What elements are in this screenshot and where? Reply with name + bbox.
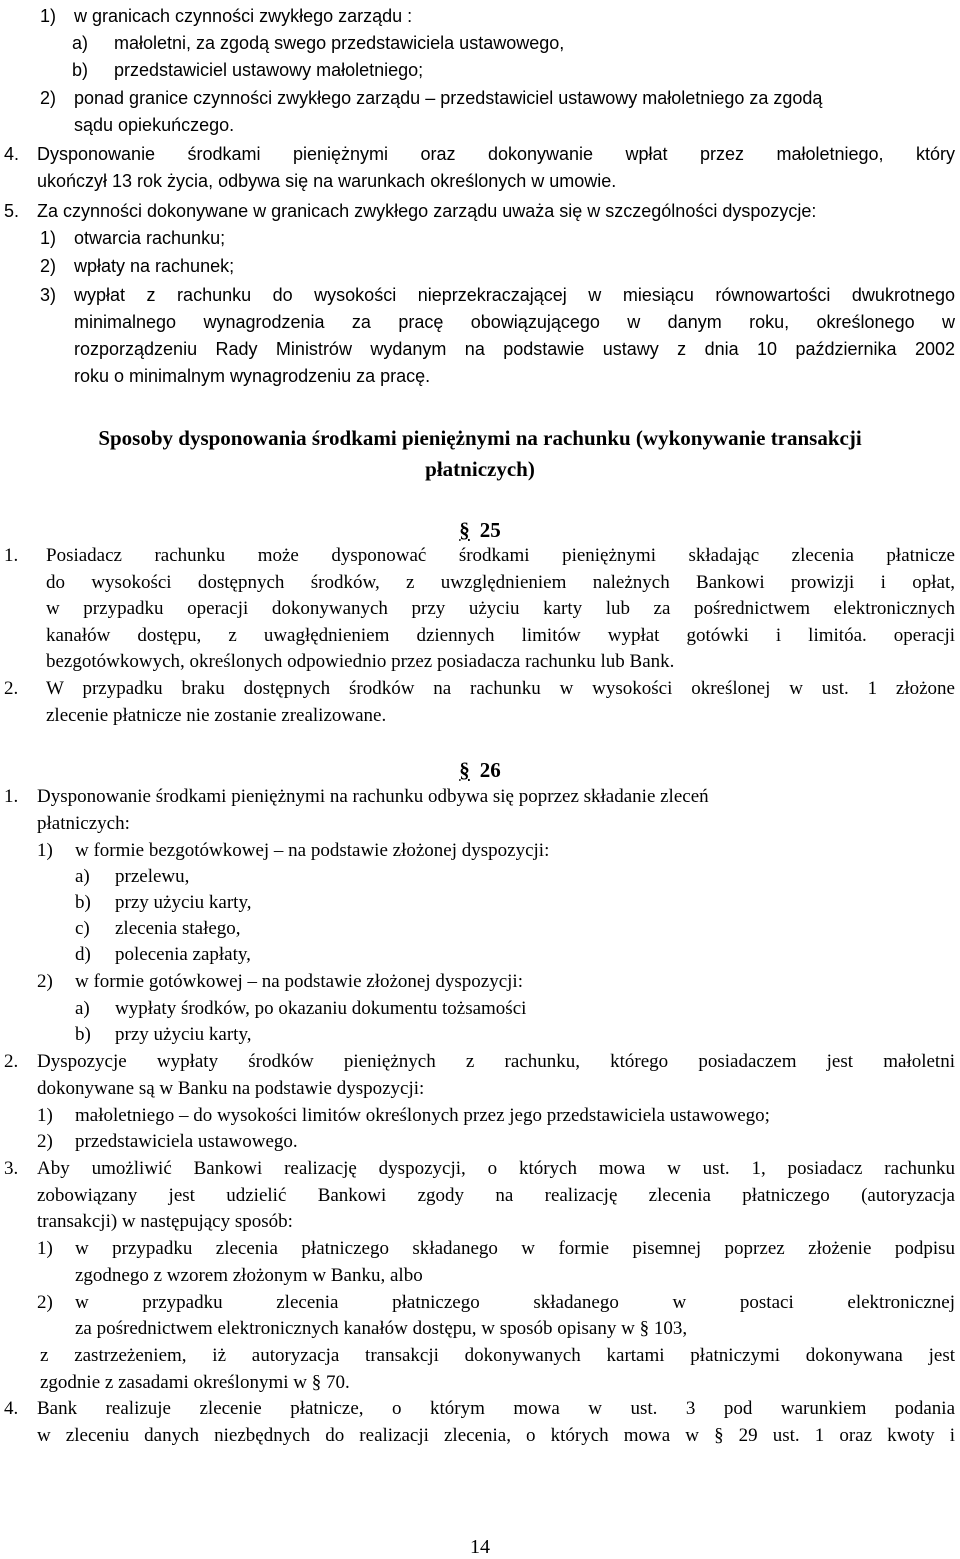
paragraph-number: 4. — [4, 1398, 19, 1419]
paragraph-text: dokonywane są w Banku na podstawie dyspozycji: — [37, 1078, 425, 1099]
paragraph-number: 1. — [4, 545, 19, 566]
list-item-continuation: roku o minimalnym wynagrodzeniu za pracę. — [74, 366, 431, 386]
section-sign-icon: § — [459, 518, 470, 542]
paragraph-number: 3. — [4, 1158, 19, 1179]
paragraph-text: zlecenie płatnicze nie zostanie zrealizowane. — [46, 705, 387, 726]
paragraph-heading: § 26 — [459, 758, 501, 782]
paragraph-number: 5. — [4, 201, 20, 221]
paragraph-heading: § 25 — [459, 518, 501, 542]
list-item-continuation: sądu opiekuńczego. — [74, 115, 235, 135]
paragraph-text: Aby umożliwić Bankowi realizację dyspozycji, o których mowa w ust. 1, posiadacz rachunku — [37, 1158, 955, 1179]
page-number: 14 — [470, 1536, 490, 1558]
paragraph-text: Dysponowanie środkami pieniężnymi na rachunku odbywa się poprzez składanie zleceń — [37, 786, 709, 807]
paragraph-text: Posiadacz rachunku może dysponować środkami pieniężnymi składając zlecenia płatnicze — [46, 545, 955, 566]
list-label: 2) — [37, 1292, 53, 1313]
paragraph-text: zobowiązany jest udzielić Bankowi zgody na realizację zlecenia płatniczego (autoryzacja — [37, 1185, 955, 1206]
list-item-continuation: minimalnego wynagrodzenia za pracę obowiązującego w danym roku, określonego w — [74, 312, 955, 332]
paragraph-text: z zastrzeżeniem, iż autoryzacja transakcji dokonywanych kartami płatniczymi dokonywana jest — [40, 1345, 955, 1366]
paragraph-text: w zleceniu danych niezbędnych do realizacji zlecenia, o których mowa w § 29 ust. 1 oraz kwoty i — [37, 1425, 955, 1446]
paragraph-number: 2. — [4, 1051, 19, 1072]
paragraph-text: Dyspozycje wypłaty środków pieniężnych z rachunku, którego posiadaczem jest małoletni — [37, 1051, 955, 1072]
section-heading: Sposoby dysponowania środkami pieniężnymi na rachunku (wykonywanie transakcji — [98, 426, 862, 450]
list-item-continuation: rozporządzeniu Rady Ministrów wydanym na podstawie ustawy z dnia 10 października 2002 — [74, 339, 955, 359]
section-sign-icon: § — [459, 758, 470, 782]
list-label: 3) — [40, 285, 57, 305]
paragraph-text: kanałów dostępu, z uwagłędnieniem dziennych limitów wypłat gotówki i limitóa. operacji — [46, 625, 955, 646]
list-item-continuation: zgodnego z wzorem złożonym w Banku, albo — [75, 1265, 423, 1286]
paragraph-number: 2. — [4, 678, 19, 699]
paragraph-number: 4. — [4, 144, 20, 164]
list-label: 1) — [37, 1238, 53, 1259]
paragraph-text: transakcji) w następujący sposób: — [37, 1211, 293, 1232]
list-item: wypłat z rachunku do wysokości nieprzekraczającej w miesiącu równowartości dwukrotnego — [74, 285, 955, 305]
list-item: w przypadku zlecenia płatniczego składanego w formie pisemnej poprzez złożenie podpisu — [75, 1238, 955, 1259]
list-item-continuation: za pośrednictwem elektronicznych kanałów dostępu, w sposób opisany w § 103, — [75, 1318, 688, 1339]
paragraph-number: 1. — [4, 786, 19, 807]
paragraph-text: Za czynności dokonywane w granicach zwykłego zarządu uważa się w szczególności dyspozycje: — [37, 201, 817, 221]
paragraph-text: bezgotówkowych, określonych odpowiednio przez posiadacza rachunku lub Bank. — [46, 651, 675, 672]
paragraph-text: płatniczych: — [37, 813, 130, 834]
paragraph-text: Dysponowanie środkami pieniężnymi oraz dokonywanie wpłat przez małoletniego, który — [37, 144, 955, 164]
paragraph-text: ukończył 13 rok życia, odbywa się na warunkach określonych w umowie. — [37, 171, 617, 191]
list-item: w przypadku zlecenia płatniczego składanego w postaci elektronicznej — [75, 1292, 955, 1313]
paragraph-text: Bank realizuje zlecenie płatnicze, o którym mowa w ust. 3 pod warunkiem podania — [37, 1398, 955, 1419]
paragraph-text: W przypadku braku dostępnych środków na rachunku w wysokości określonej w ust. 1 złożone — [46, 678, 955, 699]
paragraph-text: zgodnie z zasadami określonymi w § 70. — [40, 1372, 350, 1393]
section-heading: płatniczych) — [425, 457, 535, 481]
paragraph-text: do wysokości dostępnych środków, z uwzględnieniem należnych Bankowi prowizji i opłat, — [46, 572, 955, 593]
paragraph-text: w przypadku operacji dokonywanych przy użyciu karty lub za pośrednictwem elektronicznych — [46, 598, 955, 619]
